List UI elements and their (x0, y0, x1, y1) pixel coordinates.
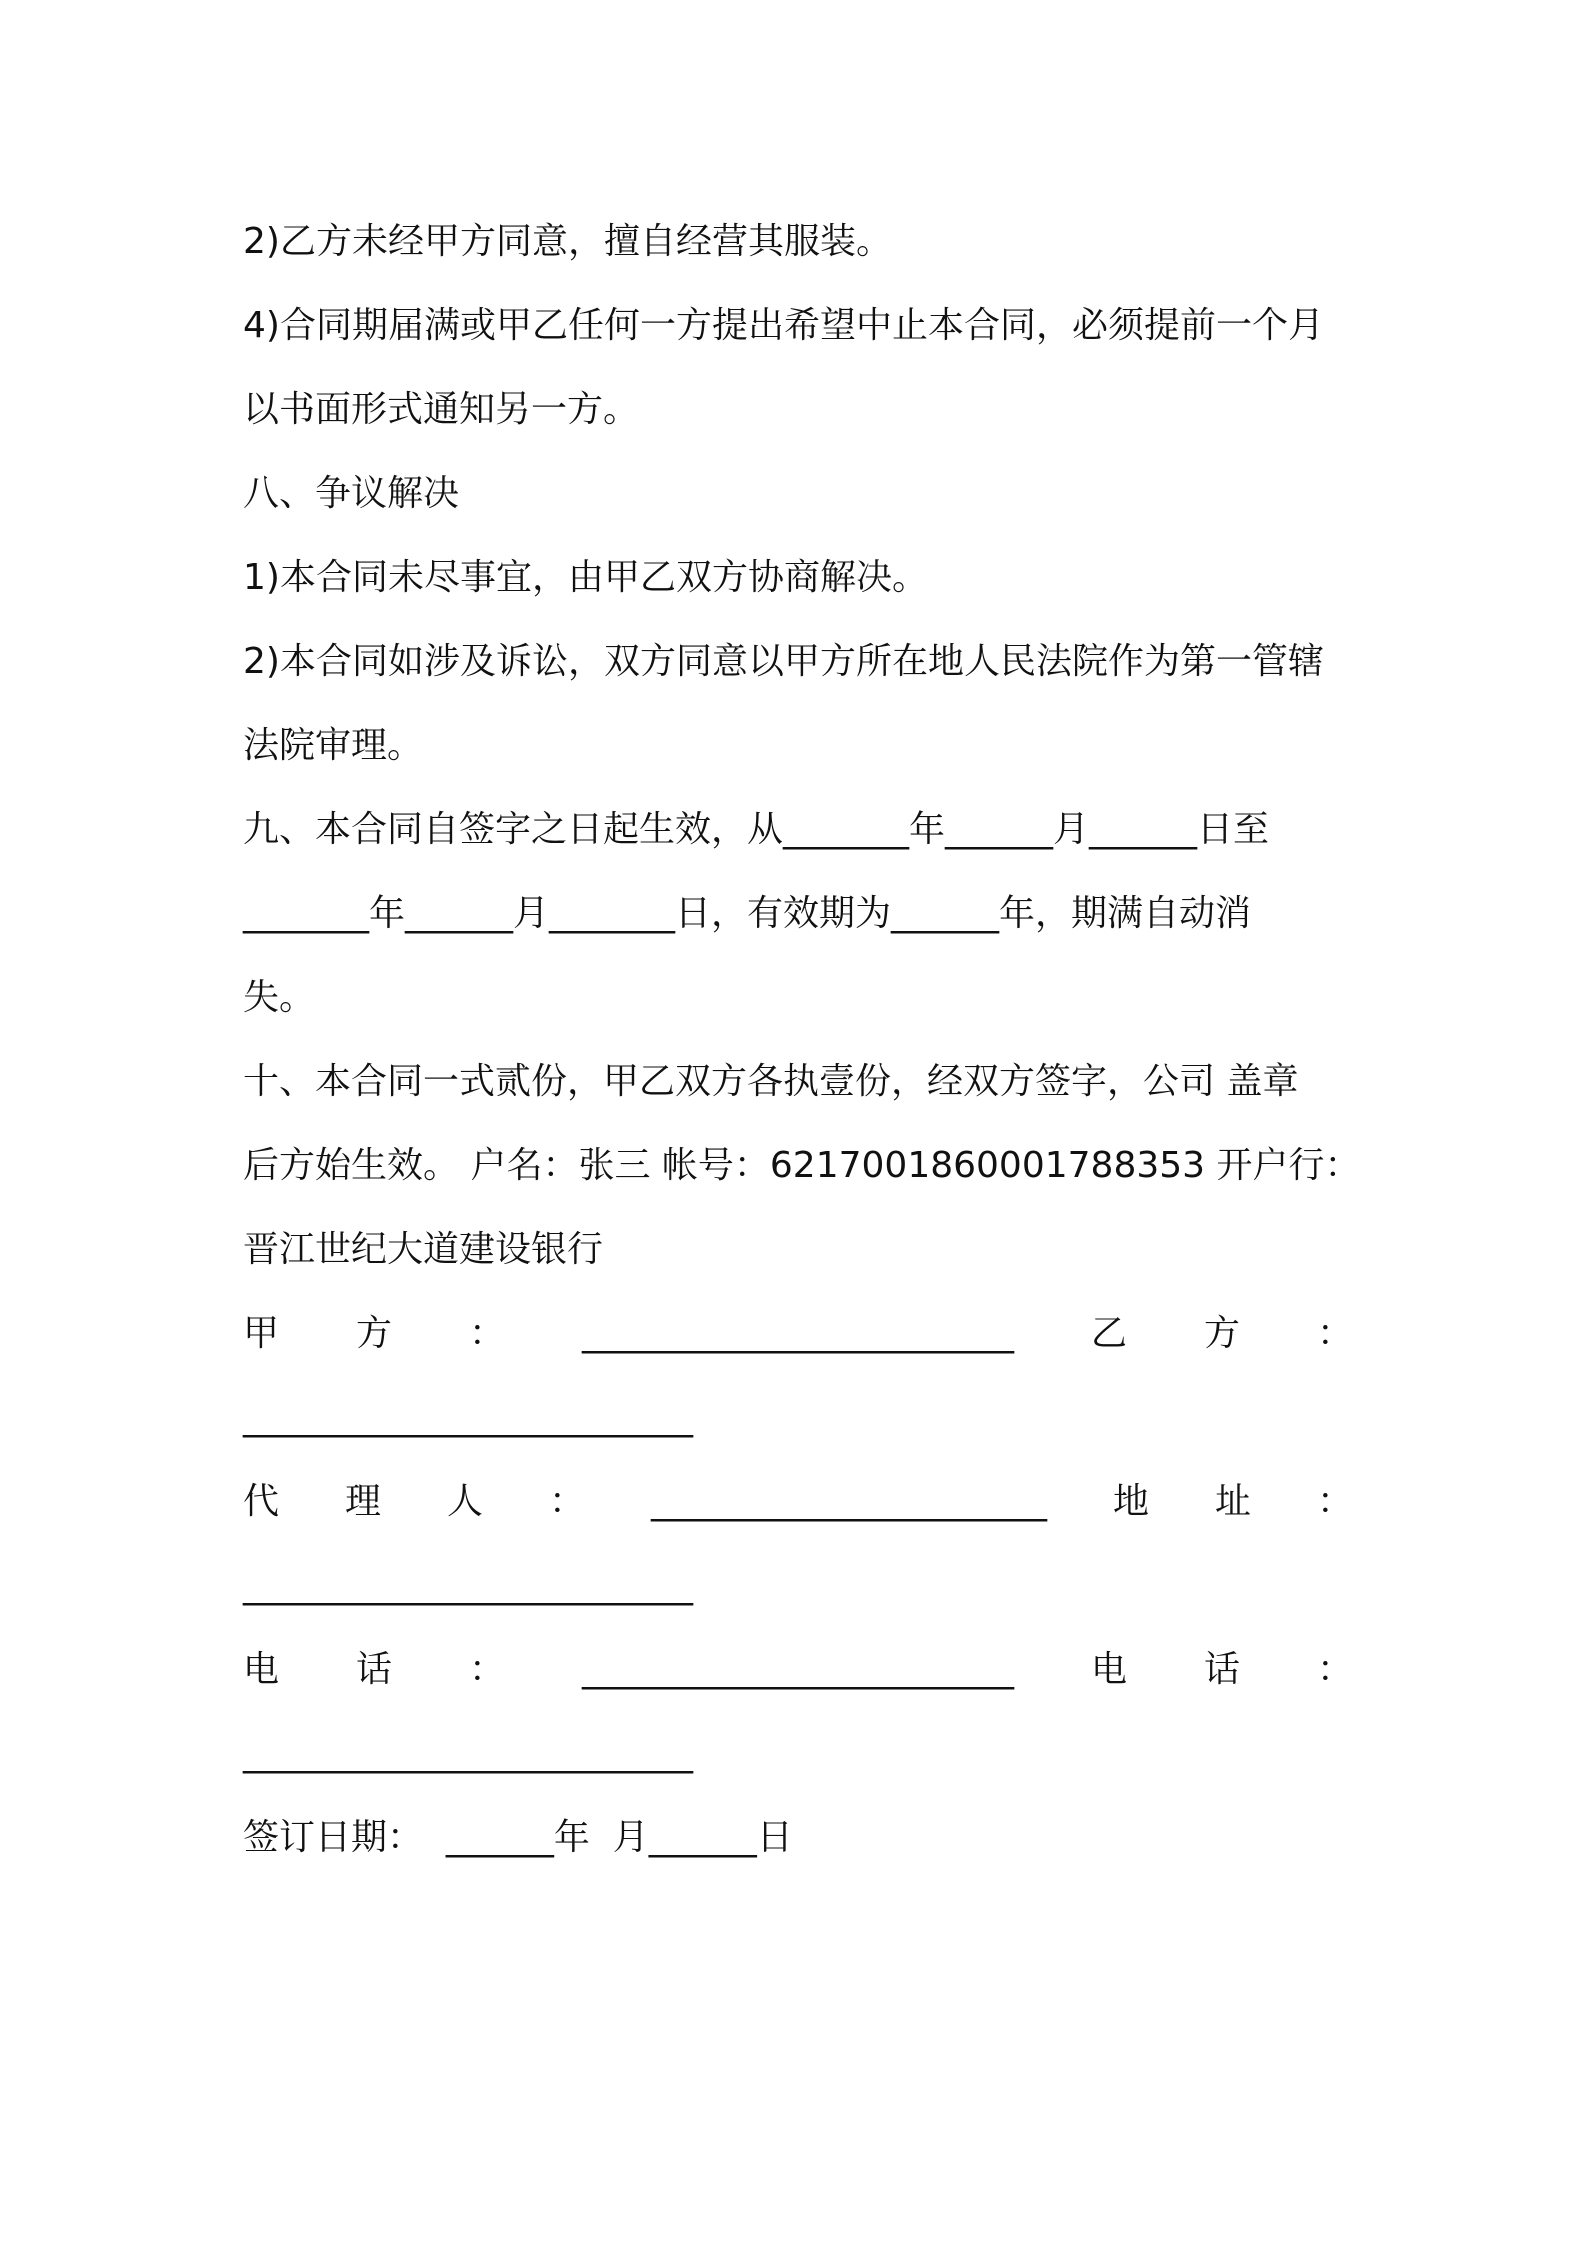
clause-line: 4)合同期届满或甲乙任何一方提出希望中止本合同，必须提前一个月 (243, 305, 1324, 346)
signature-row-agent (243, 1460, 1353, 1544)
signature-row-phone (243, 1628, 1353, 1712)
label-char: 地 (1112, 1481, 1149, 1522)
clause-line: 2)本合同如涉及诉讼，双方同意以甲方所在地人民法院作为第一管辖 (243, 641, 1324, 682)
contract-page (243, 200, 1361, 1880)
label-char: 址 (1214, 1481, 1251, 1522)
label-char: 话 (1203, 1649, 1240, 1690)
signature-blank-continued: _________________________ (243, 1565, 693, 1606)
signing-date: 签订日期： ______年 月______日 (243, 1817, 793, 1858)
signature-blank: ________________________ (582, 1649, 1014, 1690)
signature-row-party (243, 1292, 1353, 1376)
signature-blank-continued: _________________________ (243, 1733, 693, 1774)
label-char: 代 (243, 1481, 280, 1522)
signature-blank: ________________________ (582, 1313, 1014, 1354)
label-char: ： (1316, 1649, 1353, 1690)
clause-line: 后方始生效。 户名：张三 帐号：6217001860001788353 开户行： (243, 1145, 1361, 1186)
label-char: ： (1316, 1313, 1353, 1354)
signature-blank-continued: _________________________ (243, 1397, 693, 1438)
clause-line: 失。 (243, 977, 316, 1018)
label-char: ： (469, 1649, 506, 1690)
label-char: 电 (1090, 1649, 1127, 1690)
label-char: ： (1316, 1481, 1353, 1522)
label-char: 甲 (243, 1313, 280, 1354)
label-char: 乙 (1090, 1313, 1127, 1354)
clause-line: 2)乙方未经甲方同意，擅自经营其服装。 (243, 221, 892, 262)
label-char: ： (469, 1313, 506, 1354)
label-char: 人 (447, 1481, 484, 1522)
label-char: 方 (356, 1313, 393, 1354)
section-heading: 八、争议解决 (243, 473, 460, 514)
clause-line: 法院审理。 (243, 725, 424, 766)
clause-line: 晋江世纪大道建设银行 (243, 1229, 604, 1270)
clause-line: 十、本合同一式贰份，甲乙双方各执壹份，经双方签字，公司 盖章 (243, 1061, 1299, 1102)
clause-line: 以书面形式通知另一方。 (243, 389, 640, 430)
label-char: 理 (345, 1481, 382, 1522)
signature-blank: ______________________ (651, 1481, 1047, 1522)
clause-line: _______年______月_______日，有效期为______年，期满自动消 (243, 893, 1252, 934)
label-char: 电 (243, 1649, 280, 1690)
label-char: ： (549, 1481, 586, 1522)
label-char: 方 (1203, 1313, 1240, 1354)
clause-line: 1)本合同未尽事宜，由甲乙双方协商解决。 (243, 557, 928, 598)
clause-line: 九、本合同自签字之日起生效，从_______年______月______日至 (243, 809, 1270, 850)
label-char: 话 (356, 1649, 393, 1690)
